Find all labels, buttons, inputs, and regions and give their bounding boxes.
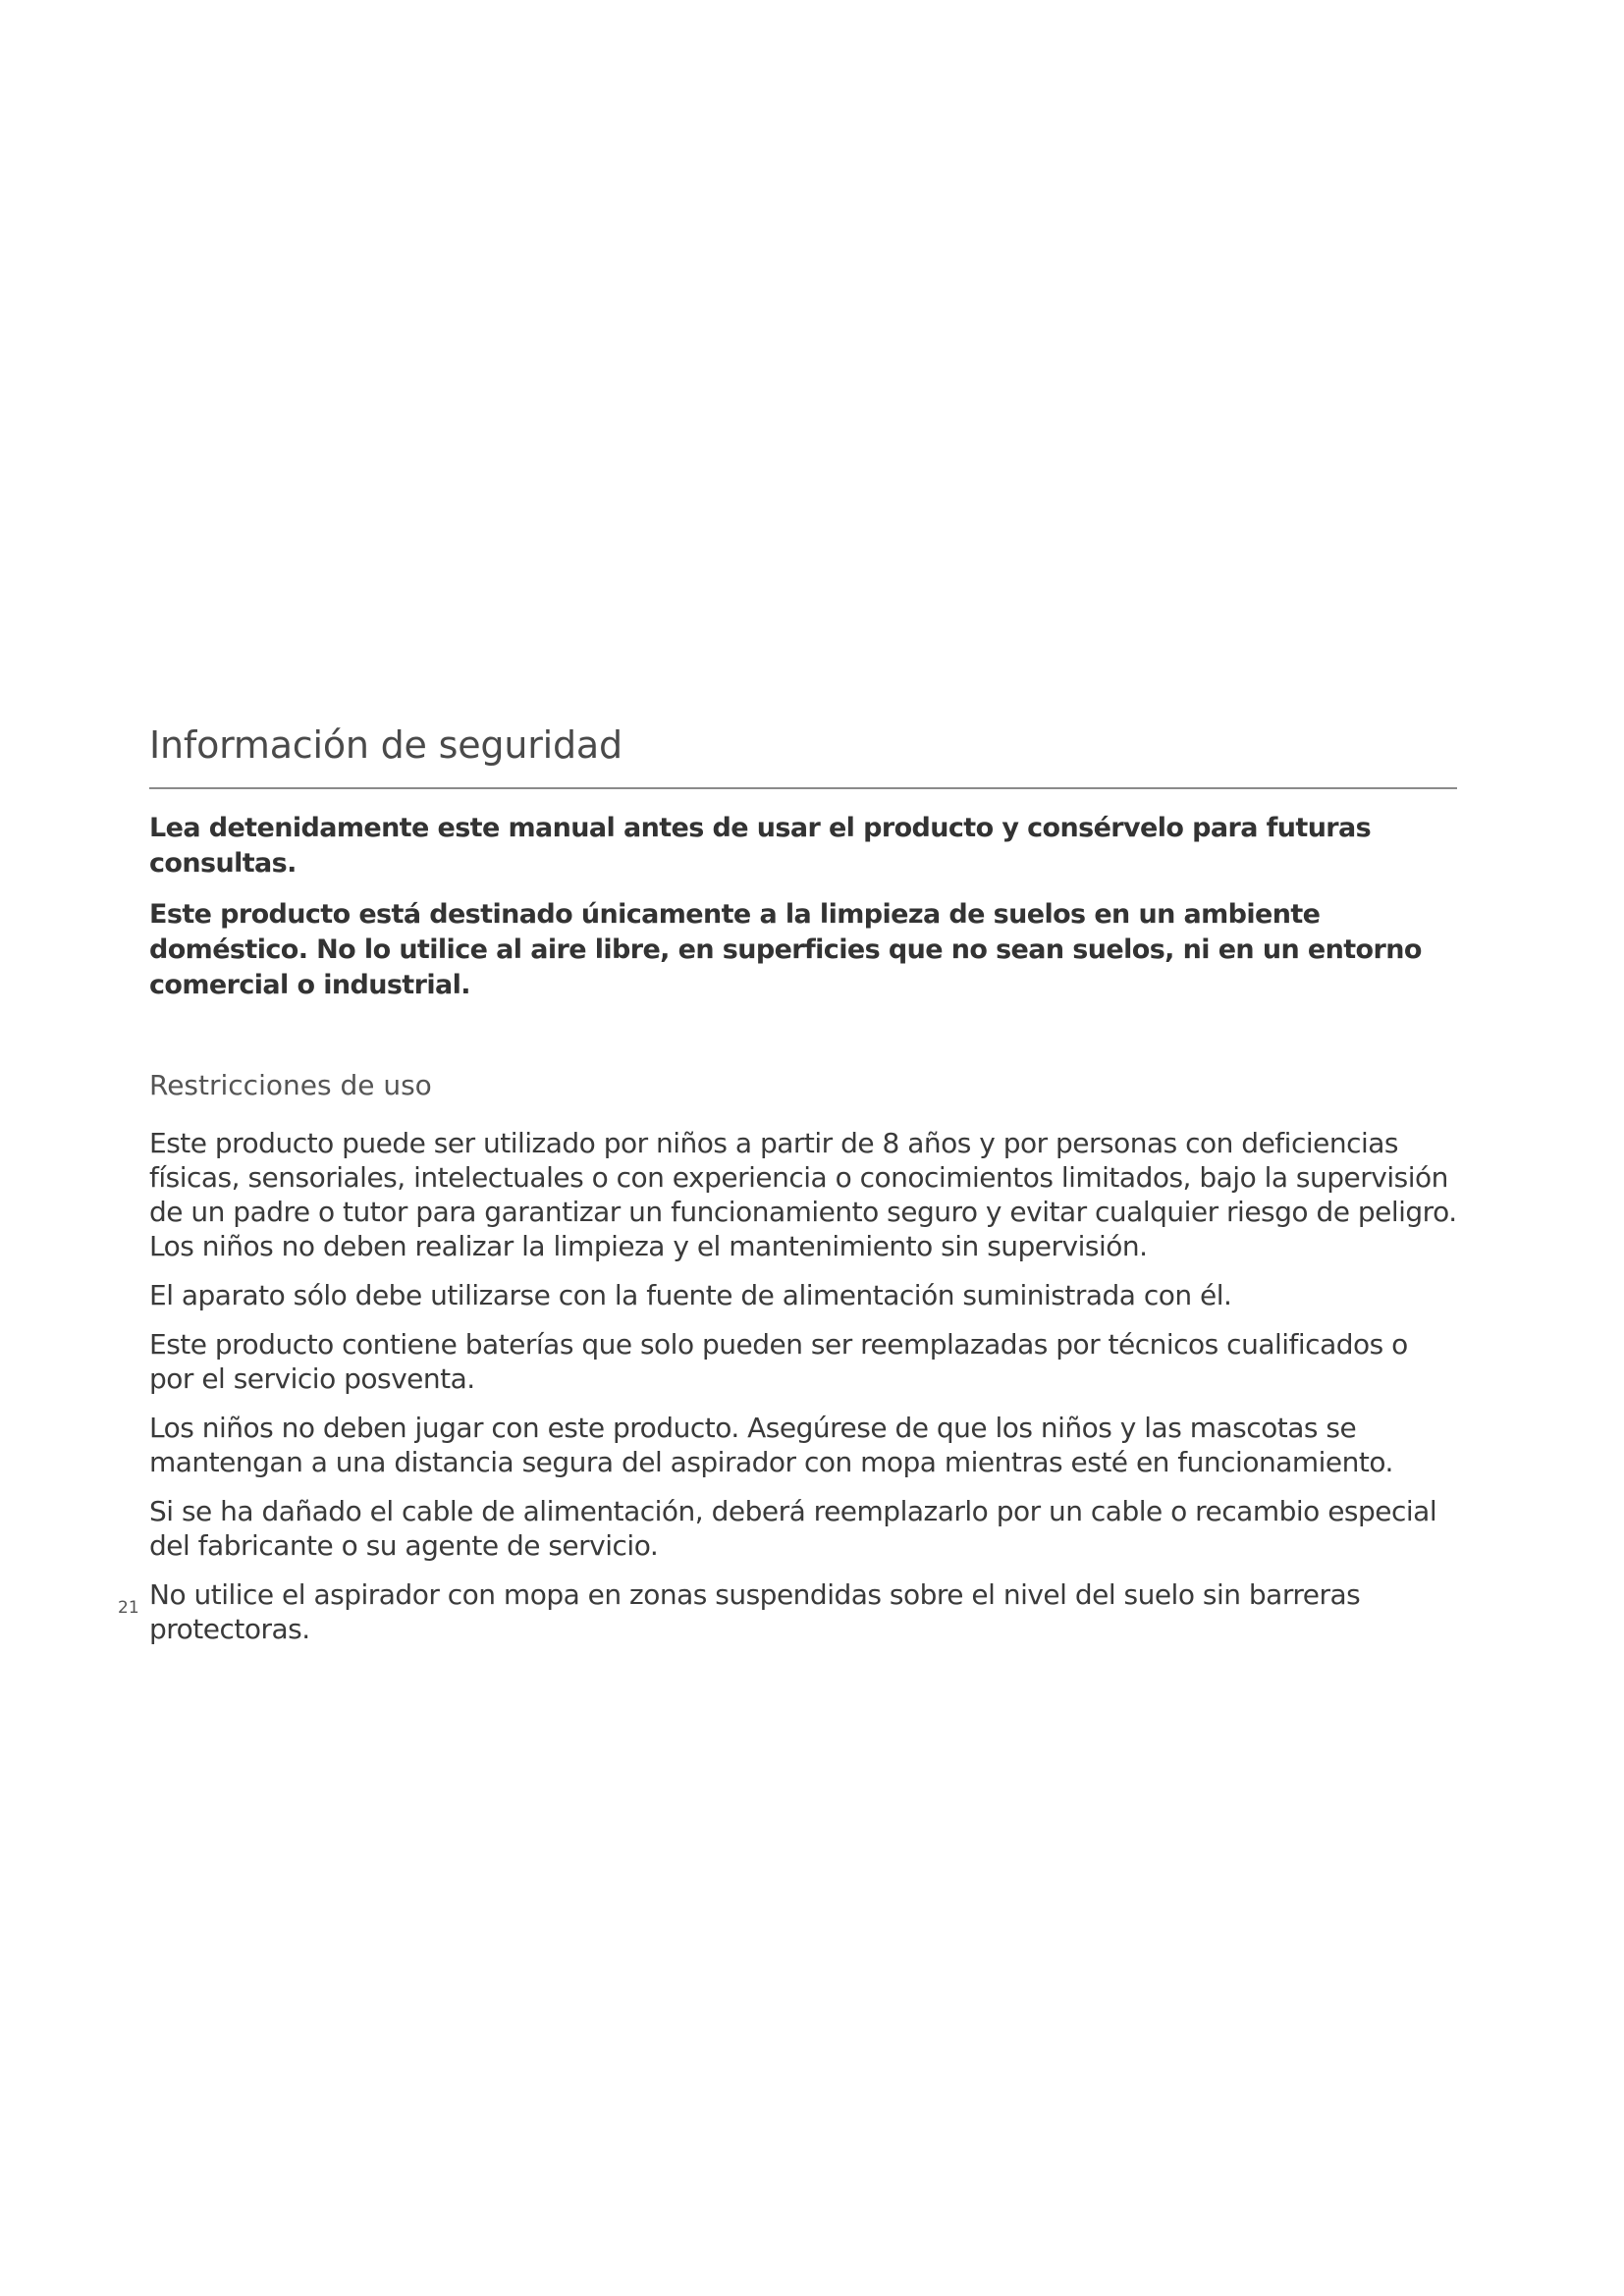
restriction-paragraph-power-cable: Si se ha dañado el cable de alimentación, deberá reemplazarlo por un cable o recambio especial del fabricante o su agente de servicio. [149,1494,1437,1562]
page-number: 21 [118,1598,139,1618]
intro-paragraph-read-manual: Lea detenidamente este manual antes de usar el producto y consérvelo para futuras consultas. [149,813,1372,880]
restriction-paragraph-power-supply: El aparato sólo debe utilizarse con la fuente de alimentación suministrada con él. [149,1278,1232,1311]
page-content [149,721,1457,1661]
section-title: Información de seguridad [149,723,623,767]
title-divider [149,787,1457,789]
restriction-paragraph-batteries: Este producto contiene baterías que solo pueden ser reemplazadas por técnicos cualificados o por el servicio posventa. [149,1327,1408,1395]
restriction-paragraph-suspended-areas: No utilice el aspirador con mopa en zonas suspendidas sobre el nivel del suelo sin barreras protectoras. [149,1577,1361,1645]
intro-paragraph-intended-use: Este producto está destinado únicamente a la limpieza de suelos en un ambiente doméstico. No lo utilice al aire libre, en superficies que no sean suelos, ni en un entorno comercial o industrial. [149,899,1422,1001]
restriction-paragraph-children-supervision: Este producto puede ser utilizado por niños a partir de 8 años y por personas con deficiencias físicas, sensoriales, intelectuales o con experiencia o conocimientos limitados, bajo la supervisión de un padre o tutor para garantizar un funcionamiento seguro y evitar cualquier riesgo de peligro. Los niños no deben realizar la limpieza y el mantenimiento sin supervisión. [149,1126,1457,1262]
subsection-title: Restricciones de uso [149,1069,432,1102]
restriction-paragraph-children-pets: Los niños no deben jugar con este producto. Asegúrese de que los niños y las mascotas se mantengan a una distancia segura del aspirador con mopa mientras esté en funcionamiento. [149,1411,1393,1478]
